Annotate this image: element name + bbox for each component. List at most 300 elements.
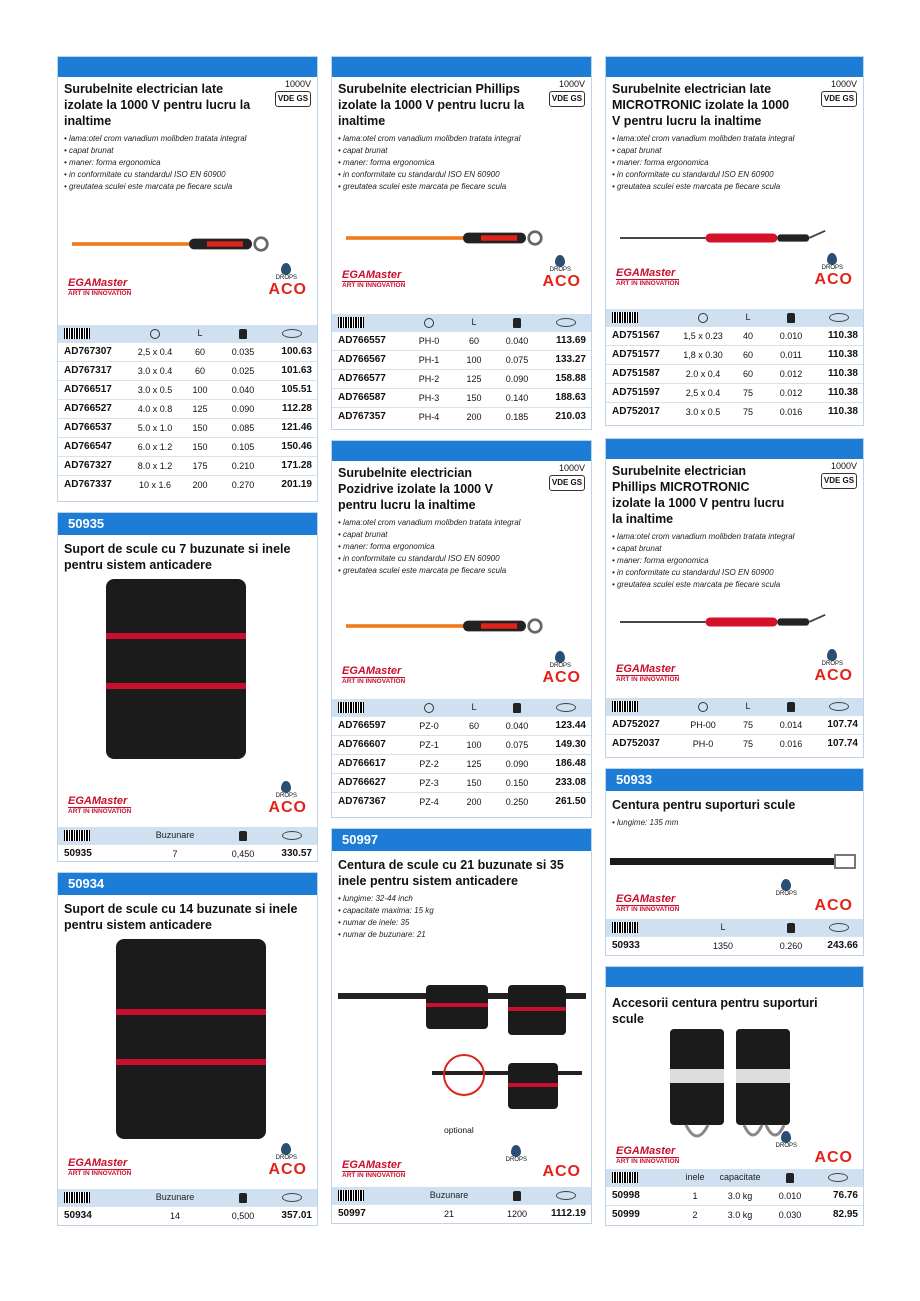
table-header-cell — [678, 309, 728, 326]
column-pockets: Buzunare — [404, 1187, 494, 1204]
table-cell: AD752017 — [606, 402, 678, 421]
feature-item: • in conformitate cu standardul ISO EN 60900 — [338, 170, 500, 179]
feature-item: • greutatea sculei este marcata pe fiecare scula — [338, 182, 507, 191]
aco-logo: ACO — [814, 897, 853, 914]
table-cell: 50999 — [606, 1205, 678, 1224]
product-card-flat-screwdrivers — [57, 56, 318, 502]
belt-image — [610, 853, 860, 869]
card-header-ref: 50933 — [606, 769, 863, 791]
table-cell: 60 — [728, 364, 768, 383]
table-cell: 2 — [678, 1205, 712, 1224]
feature-item: • maner: forma ergonomica — [612, 158, 709, 167]
table-cell: 150.46 — [266, 437, 317, 456]
table-cell: 1200 — [494, 1204, 540, 1223]
tip-size-icon — [150, 329, 160, 339]
barcode-icon — [612, 922, 638, 933]
table-cell: 0.011 — [768, 345, 814, 364]
table-cell: 150 — [454, 388, 494, 407]
table-row — [606, 364, 863, 383]
brand-logos — [338, 257, 585, 291]
aco-logo: ACO — [268, 281, 307, 298]
table-header-cell — [540, 1187, 591, 1204]
table-cell: 121.46 — [266, 418, 317, 437]
table-header-cell — [814, 919, 863, 936]
feature-item: • capat brunat — [612, 544, 662, 553]
table-cell: 100.63 — [266, 342, 317, 361]
table-cell: 110.38 — [814, 383, 863, 402]
drops-logo-icon: DROPS — [550, 651, 571, 669]
voltage-label: 1000V — [830, 79, 857, 89]
table-cell: 0.105 — [220, 437, 266, 456]
table-cell: 0.185 — [494, 407, 540, 426]
table-cell: 0,500 — [220, 1206, 266, 1225]
table-cell: 0.075 — [494, 735, 540, 754]
feature-item: • lama:otel crom vanadium molibden tratata integral — [338, 134, 521, 143]
table-row — [332, 773, 591, 792]
table-cell: 60 — [454, 331, 494, 350]
table-row — [606, 402, 863, 421]
table-cell: PZ-2 — [404, 754, 454, 773]
feature-item: • lungime: 135 mm — [612, 818, 679, 827]
table-cell: 125 — [454, 369, 494, 388]
feature-list — [606, 129, 863, 193]
gs-mark-icon: VDE GS — [549, 91, 585, 107]
feature-item: • maner: forma ergonomica — [338, 158, 435, 167]
table-header-cell — [494, 1187, 540, 1204]
feature-item: • lama:otel crom vanadium molibden tratata integral — [338, 518, 521, 527]
weight-icon — [239, 1193, 247, 1203]
column-pockets: Buzunare — [130, 827, 220, 844]
table-row — [58, 399, 317, 418]
table-header-cell — [494, 314, 540, 331]
table-header-cell — [768, 1169, 812, 1186]
table-cell: AD767357 — [332, 407, 404, 426]
table-cell: AD751587 — [606, 364, 678, 383]
certification-badge — [813, 79, 857, 107]
table-cell: 150 — [180, 437, 220, 456]
ega-master-logo: EGAMaster ART IN INNOVATION — [616, 893, 680, 913]
table-cell: AD766607 — [332, 735, 404, 754]
product-title: Surubelnite electrician late izolate la 1000 V pentru lucru la inaltime — [64, 82, 251, 128]
table-cell: 0.150 — [494, 773, 540, 792]
table-cell: 200 — [180, 475, 220, 494]
table-cell: PH-0 — [404, 331, 454, 350]
product-table — [606, 919, 863, 955]
table-row — [332, 754, 591, 773]
table-cell: 7 — [130, 844, 220, 863]
table-cell: 200 — [454, 792, 494, 811]
table-row — [606, 1205, 863, 1224]
table-cell: 0,450 — [220, 844, 266, 863]
table-cell: AD766567 — [332, 350, 404, 369]
table-cell: 60 — [180, 342, 220, 361]
table-cell: 101.63 — [266, 361, 317, 380]
product-table — [606, 1169, 863, 1224]
ega-master-logo: EGAMaster ART IN INNOVATION — [616, 663, 680, 683]
table-cell: 243.66 — [814, 936, 863, 955]
table-row — [606, 734, 863, 753]
table-cell: 188.63 — [540, 388, 591, 407]
table-cell: 3.0 x 0.5 — [678, 402, 728, 421]
barcode-icon — [612, 701, 638, 712]
table-row — [58, 844, 317, 863]
table-cell: AD766557 — [332, 331, 404, 350]
table-cell: 75 — [728, 383, 768, 402]
table-row — [332, 369, 591, 388]
drops-logo-icon: DROPS — [776, 1131, 797, 1149]
gs-mark-icon: VDE GS — [549, 475, 585, 491]
price-icon — [282, 831, 302, 840]
product-title: Centura pentru suporturi scule — [612, 798, 796, 812]
table-cell: 150 — [180, 418, 220, 437]
table-cell: PZ-3 — [404, 773, 454, 792]
table-header-cell — [220, 1189, 266, 1206]
aco-logo: ACO — [542, 273, 581, 290]
tip-size-icon — [698, 313, 708, 323]
table-header-cell — [540, 699, 591, 716]
feature-item: • capacitate maxima: 15 kg — [338, 906, 434, 915]
table-cell: 0.030 — [768, 1205, 812, 1224]
table-cell: 0.250 — [494, 792, 540, 811]
table-cell: 50934 — [58, 1206, 130, 1225]
table-row — [58, 437, 317, 456]
table-cell: 200 — [454, 407, 494, 426]
gs-mark-icon: VDE GS — [821, 91, 857, 107]
drops-logo-icon: DROPS — [776, 879, 797, 897]
column-length: L — [454, 314, 494, 331]
weight-icon — [239, 329, 247, 339]
price-icon — [828, 1173, 848, 1182]
table-row — [606, 326, 863, 345]
table-cell: 0.016 — [768, 734, 814, 753]
table-cell: 50998 — [606, 1186, 678, 1205]
table-row — [606, 1186, 863, 1205]
product-table — [606, 309, 863, 421]
table-cell: 201.19 — [266, 475, 317, 494]
aco-logo: ACO — [542, 1163, 581, 1180]
feature-item: • capat brunat — [612, 146, 662, 155]
table-cell: 0.085 — [220, 418, 266, 437]
product-title: Surubelnite electrician Phillips MICROTRONIC izolate la 1000 V pentru lucru la inaltime — [612, 464, 785, 526]
feature-item: • maner: forma ergonomica — [64, 158, 161, 167]
card-header-bar — [332, 57, 591, 77]
product-title: Surubelnite electrician Pozidrive izolate la 1000 V pentru lucru la inaltime — [338, 466, 493, 512]
feature-list — [606, 527, 863, 591]
table-cell: 0.012 — [768, 383, 814, 402]
price-icon — [282, 329, 302, 338]
brand-logos — [612, 1133, 857, 1167]
table-cell: 0.270 — [220, 475, 266, 494]
table-row — [332, 388, 591, 407]
table-cell: 5.0 x 1.0 — [130, 418, 180, 437]
table-row — [606, 345, 863, 364]
table-cell: 60 — [180, 361, 220, 380]
product-card-phillips-screwdrivers — [331, 56, 592, 430]
feature-item: • capat brunat — [338, 146, 388, 155]
brand-logos — [612, 881, 857, 915]
barcode-icon — [612, 312, 638, 323]
table-cell: 0.010 — [768, 326, 814, 345]
table-header-cell — [606, 1169, 678, 1186]
feature-item: • in conformitate cu standardul ISO EN 60900 — [338, 554, 500, 563]
table-cell: PZ-4 — [404, 792, 454, 811]
feature-item: • in conformitate cu standardul ISO EN 60900 — [612, 568, 774, 577]
voltage-label: 1000V — [284, 79, 311, 89]
feature-item: • in conformitate cu standardul ISO EN 60900 — [612, 170, 774, 179]
table-cell: AD751577 — [606, 345, 678, 364]
column-capacity: capacitate — [712, 1169, 768, 1186]
barcode-icon — [612, 1172, 638, 1183]
product-table — [606, 698, 863, 753]
table-header-cell — [540, 314, 591, 331]
table-cell: 1 — [678, 1186, 712, 1205]
table-cell: 150 — [454, 773, 494, 792]
table-cell: 3.0 x 0.5 — [130, 380, 180, 399]
tool-pouch-image — [106, 579, 246, 759]
table-header-cell — [404, 699, 454, 716]
card-header-bar — [58, 57, 317, 77]
feature-list — [332, 129, 591, 193]
product-card-microtronic-phillips — [605, 438, 864, 758]
brand-logos — [338, 1147, 585, 1181]
table-cell: 110.38 — [814, 364, 863, 383]
table-cell: 100 — [180, 380, 220, 399]
price-icon — [829, 702, 849, 711]
table-cell: 158.88 — [540, 369, 591, 388]
drops-logo-icon: DROPS — [550, 255, 571, 273]
table-cell: AD751597 — [606, 383, 678, 402]
table-header-cell — [814, 698, 863, 715]
table-cell: 4.0 x 0.8 — [130, 399, 180, 418]
table-header-cell — [58, 325, 130, 342]
screwdriver-image — [620, 229, 827, 247]
table-cell: 123.44 — [540, 716, 591, 735]
table-cell: 0.016 — [768, 402, 814, 421]
table-cell: AD766517 — [58, 380, 130, 399]
table-cell: 1350 — [678, 936, 768, 955]
feature-item: • maner: forma ergonomica — [338, 542, 435, 551]
card-header-ref: 50935 — [58, 513, 317, 535]
table-row — [606, 383, 863, 402]
table-cell: 60 — [454, 716, 494, 735]
table-cell: 110.38 — [814, 402, 863, 421]
card-header-ref: 50997 — [332, 829, 591, 851]
weight-icon — [513, 703, 521, 713]
table-cell: 100 — [454, 350, 494, 369]
column-length: L — [678, 919, 768, 936]
drops-logo-icon: DROPS — [822, 649, 843, 667]
table-cell: AD752027 — [606, 715, 678, 734]
table-cell: 40 — [728, 326, 768, 345]
table-header-cell — [606, 309, 678, 326]
gs-mark-icon: VDE GS — [821, 473, 857, 489]
card-header-bar — [606, 439, 863, 459]
table-cell: 125 — [180, 399, 220, 418]
table-cell: 125 — [454, 754, 494, 773]
aco-logo: ACO — [814, 1149, 853, 1166]
certification-badge — [813, 461, 857, 489]
voltage-label: 1000V — [558, 463, 585, 473]
table-cell: 0.040 — [494, 331, 540, 350]
table-cell: AD767317 — [58, 361, 130, 380]
table-cell: 0.075 — [494, 350, 540, 369]
aco-logo: ACO — [268, 799, 307, 816]
barcode-icon — [64, 830, 90, 841]
feature-item: • lama:otel crom vanadium molibden tratata integral — [64, 134, 247, 143]
table-cell: 76.76 — [812, 1186, 863, 1205]
table-cell: 2.0 x 0.4 — [678, 364, 728, 383]
table-cell: AD766617 — [332, 754, 404, 773]
drops-logo-icon: DROPS — [506, 1145, 527, 1163]
certification-badge — [541, 463, 585, 491]
weight-icon — [786, 1173, 794, 1183]
column-rings: inele — [678, 1169, 712, 1186]
weight-icon — [513, 318, 521, 328]
ega-master-logo: EGAMaster ART IN INNOVATION — [616, 267, 680, 287]
table-cell: 3.0 x 0.4 — [130, 361, 180, 380]
product-card-microtronic-flat — [605, 56, 864, 426]
optional-label: optional — [444, 1125, 474, 1135]
table-cell: AD766547 — [58, 437, 130, 456]
aco-logo: ACO — [814, 271, 853, 288]
table-header-cell — [678, 698, 728, 715]
price-icon — [556, 318, 576, 327]
table-header-cell — [768, 919, 814, 936]
table-cell: 171.28 — [266, 456, 317, 475]
table-header-cell — [332, 699, 404, 716]
feature-item: • greutatea sculei este marcata pe fiecare scula — [612, 580, 781, 589]
gs-mark-icon: VDE GS — [275, 91, 311, 107]
drops-logo-icon: DROPS — [822, 253, 843, 271]
certification-badge — [267, 79, 311, 107]
table-cell: AD751567 — [606, 326, 678, 345]
brand-logos — [64, 265, 311, 299]
screwdriver-image — [620, 613, 827, 631]
barcode-icon — [338, 702, 364, 713]
tip-size-icon — [424, 318, 434, 328]
table-cell: 3.0 kg — [712, 1186, 768, 1205]
barcode-icon — [338, 317, 364, 328]
aco-logo: ACO — [814, 667, 853, 684]
table-cell: AD766577 — [332, 369, 404, 388]
ega-master-logo: EGAMaster ART IN INNOVATION — [342, 1159, 406, 1179]
feature-item: • capat brunat — [64, 146, 114, 155]
drops-logo-icon: DROPS — [276, 1143, 297, 1161]
table-row — [606, 936, 863, 955]
table-cell: 10 x 1.6 — [130, 475, 180, 494]
column-length: L — [180, 325, 220, 342]
table-cell: 0.140 — [494, 388, 540, 407]
table-cell: 330.57 — [266, 844, 317, 863]
card-header-ref: 50934 — [58, 873, 317, 895]
table-cell: 82.95 — [812, 1205, 863, 1224]
table-cell: PH-1 — [404, 350, 454, 369]
table-cell: 357.01 — [266, 1206, 317, 1225]
card-header-bar — [606, 57, 863, 77]
table-cell: 1112.19 — [540, 1204, 591, 1223]
product-card-50933 — [605, 768, 864, 956]
screwdriver-image — [72, 235, 279, 253]
tool-pouch-image — [116, 939, 266, 1139]
table-cell: 0.040 — [494, 716, 540, 735]
ega-master-logo: EGAMaster ART IN INNOVATION — [616, 1145, 680, 1165]
table-cell: 112.28 — [266, 399, 317, 418]
table-header-cell — [130, 325, 180, 342]
weight-icon — [787, 923, 795, 933]
card-header-bar — [606, 967, 863, 987]
brand-logos — [64, 783, 311, 817]
weight-icon — [787, 702, 795, 712]
screwdriver-image — [346, 229, 553, 247]
table-cell: PH-2 — [404, 369, 454, 388]
table-cell: 21 — [404, 1204, 494, 1223]
product-card-50997 — [331, 828, 592, 1224]
certification-badge — [541, 79, 585, 107]
weight-icon — [239, 831, 247, 841]
table-header-cell — [266, 325, 317, 342]
table-cell: AD766537 — [58, 418, 130, 437]
product-title: Suport de scule cu 7 buzunate si inele pentru sistem anticadere — [64, 542, 291, 572]
table-cell: 50935 — [58, 844, 130, 863]
table-cell: 2,5 x 0.4 — [678, 383, 728, 402]
table-cell: 3.0 kg — [712, 1205, 768, 1224]
weight-icon — [787, 313, 795, 323]
table-cell: AD766627 — [332, 773, 404, 792]
column-length: L — [728, 309, 768, 326]
table-cell: 110.38 — [814, 326, 863, 345]
table-row — [58, 361, 317, 380]
table-row — [332, 792, 591, 811]
table-row — [332, 1204, 591, 1223]
table-cell: 0.260 — [768, 936, 814, 955]
tool-belt-image — [338, 975, 586, 1145]
product-card-50935 — [57, 512, 318, 862]
table-cell: AD767327 — [58, 456, 130, 475]
table-cell: 133.27 — [540, 350, 591, 369]
column-length: L — [454, 699, 494, 716]
feature-item: • lungime: 32-44 inch — [338, 894, 413, 903]
feature-item: • lama:otel crom vanadium molibden tratata integral — [612, 134, 795, 143]
tip-size-icon — [698, 702, 708, 712]
product-table — [332, 314, 591, 426]
feature-item: • numar de buzunare: 21 — [338, 930, 426, 939]
brand-logos — [338, 653, 585, 687]
table-cell: PH-4 — [404, 407, 454, 426]
price-icon — [282, 1193, 302, 1202]
feature-item: • numar de inele: 35 — [338, 918, 410, 927]
aco-logo: ACO — [268, 1161, 307, 1178]
table-cell: 186.48 — [540, 754, 591, 773]
table-header-cell — [606, 919, 678, 936]
table-cell: PH-0 — [678, 734, 728, 753]
table-header-cell — [332, 314, 404, 331]
feature-item: • maner: forma ergonomica — [612, 556, 709, 565]
table-row — [332, 331, 591, 350]
table-cell: 110.38 — [814, 345, 863, 364]
table-row — [58, 342, 317, 361]
table-row — [332, 407, 591, 426]
table-row — [58, 380, 317, 399]
table-cell: AD766587 — [332, 388, 404, 407]
product-card-50934 — [57, 872, 318, 1226]
product-title: Centura de scule cu 21 buzunate si 35 inele pentru sistem anticadere — [338, 858, 564, 888]
table-cell: 1,8 x 0.30 — [678, 345, 728, 364]
table-row — [58, 418, 317, 437]
feature-item: • in conformitate cu standardul ISO EN 60900 — [64, 170, 226, 179]
product-table — [58, 1189, 317, 1225]
product-title: Suport de scule cu 14 buzunate si inele pentru sistem anticadere — [64, 902, 298, 932]
table-cell: 107.74 — [814, 715, 863, 734]
